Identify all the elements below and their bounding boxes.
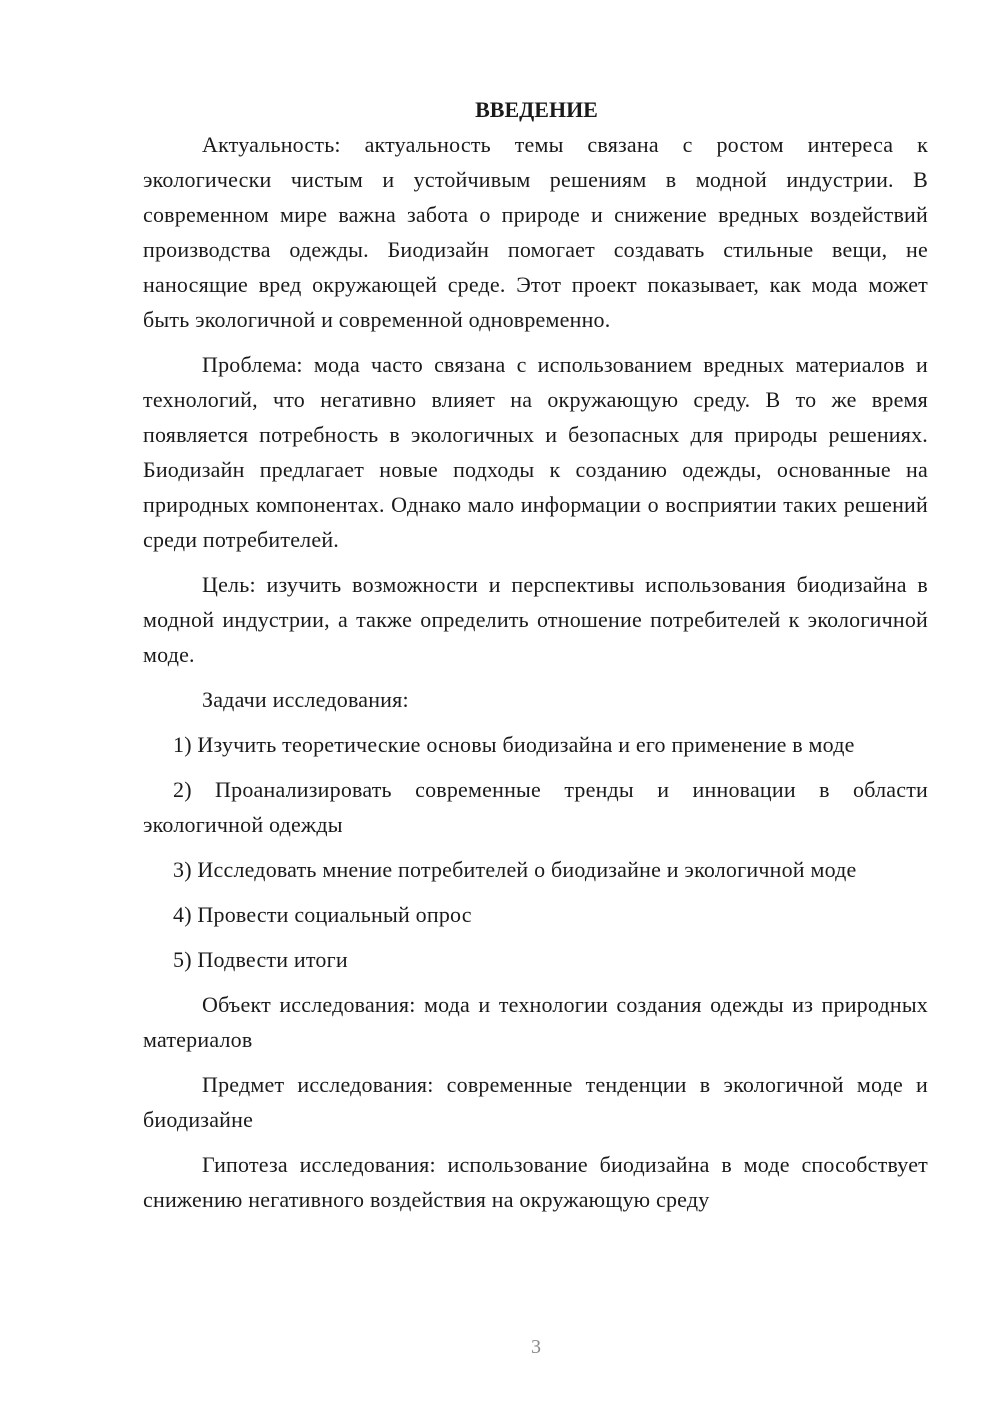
task-item-2: 2) Проанализировать современные тренды и инновации в области экологичной одежды [143, 777, 928, 837]
task-item-3: 3) Исследовать мнение потребителей о биодизайне и экологичной моде [173, 857, 857, 882]
paragraph-goal: Цель: изучить возможности и перспективы использования биодизайна в модной индустрии, а также определить отношение потребителей к экологичной моде. [143, 572, 928, 667]
paragraph-object: Объект исследования: мода и технологии создания одежды из природных материалов [143, 992, 928, 1052]
task-item-1: 1) Изучить теоретические основы биодизайна и его применение в моде [173, 732, 855, 757]
task-item-5: 5) Подвести итоги [173, 947, 348, 972]
document-page [143, 92, 928, 1217]
task-item-4: 4) Провести социальный опрос [173, 902, 472, 927]
section-heading: ВВЕДЕНИЕ [475, 97, 598, 122]
paragraph-relevance: Актуальность: актуальность темы связана с ростом интереса к экологически чистым и устойчивым решениям в модной индустрии. В современном мире важна забота о природе и снижение вредных воздействий производства одежды. Биодизайн помогает создавать стильные вещи, не наносящие вред окружающей среде. Этот проект показывает, как мода может быть экологичной и современной одновременно. [143, 132, 928, 332]
paragraph-hypothesis: Гипотеза исследования: использование биодизайна в моде способствует снижению негативного воздействия на окружающую среду [143, 1152, 928, 1212]
tasks-title: Задачи исследования: [202, 687, 409, 712]
paragraph-subject: Предмет исследования: современные тенденции в экологичной моде и биодизайне [143, 1072, 928, 1132]
paragraph-problem: Проблема: мода часто связана с использованием вредных материалов и технологий, что негативно влияет на окружающую среду. В то же время появляется потребность в экологичных и безопасных для природы решениях. Биодизайн предлагает новые подходы к созданию одежды, основанные на природных компонентах. Однако мало информации о восприятии таких решений среди потребителей. [143, 352, 928, 552]
page-number: 3 [531, 1336, 541, 1358]
